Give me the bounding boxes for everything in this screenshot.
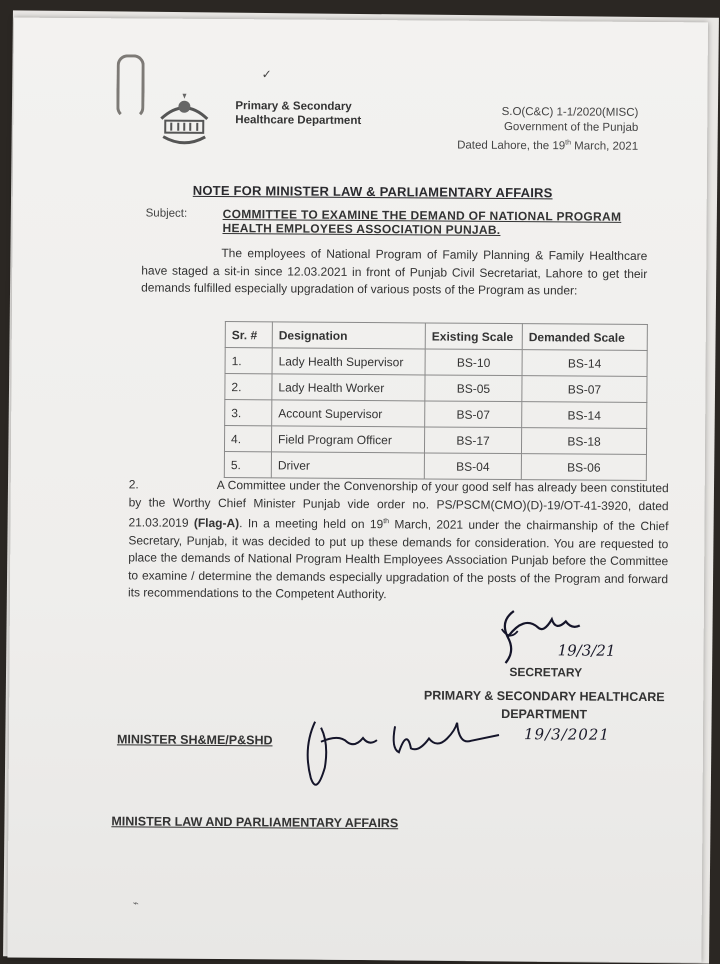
table-row <box>225 400 647 429</box>
header-demanded-scale: Demanded Scale <box>522 324 647 351</box>
table-row <box>224 426 646 455</box>
cell-existing-scale: BS-04 <box>424 453 521 480</box>
table-row <box>225 348 647 377</box>
department-name: Primary & Secondary Healthcare Department <box>235 99 361 128</box>
cell-sr: 1. <box>225 348 272 374</box>
secretary-signature <box>493 601 583 672</box>
reference-number: S.O(C&C) 1-1/2020(MISC) <box>413 104 638 121</box>
cell-existing-scale: BS-05 <box>425 375 522 402</box>
cell-sr: 5. <box>224 452 271 478</box>
minister-health-signature <box>299 708 510 799</box>
paragraph-2: 2. A Committee under the Convenorship of your good self has already been constituted by the Worthy Chief Minister Punjab vide order no. PS/PSCM(CMO)(D)-19/OT-41-3920, dated 21.03.2019 (Flag-A). In a meeting held on 19th March, 2021 under the chairmanship of the Chief Secretary, Punjab, it was decided to put up these demands for consideration. You are requested to place the demands of National Program Health Employees Association Punjab before the Committee to examine / determine the demands especially upgradation of the posts of the Program and forward its recommendations to the Competent Authority. <box>128 476 669 605</box>
cell-existing-scale: BS-10 <box>425 349 522 376</box>
table-row <box>225 374 647 403</box>
header-existing-scale: Existing Scale <box>425 323 522 350</box>
cell-designation: Account Supervisor <box>272 400 425 427</box>
document-page <box>7 18 708 963</box>
reference-block <box>413 104 638 154</box>
scales-table <box>224 321 648 481</box>
cell-designation: Driver <box>271 452 424 479</box>
cell-existing-scale: BS-07 <box>425 401 522 428</box>
cell-designation: Field Program Officer <box>271 426 424 453</box>
header-designation: Designation <box>272 322 425 349</box>
government-name: Government of the Punjab <box>413 119 638 136</box>
dated-line: Dated Lahore, the 19th March, 2021 <box>413 134 638 154</box>
minister-sign-date: 19/3/2021 <box>524 725 610 744</box>
cell-designation: Lady Health Worker <box>272 374 425 401</box>
minister-law-label: MINISTER LAW AND PARLIAMENTARY AFFAIRS <box>111 814 398 830</box>
secretary-department: PRIMARY & SECONDARY HEALTHCARE DEPARTMENT <box>404 686 684 724</box>
paragraph-1: The employees of National Program of Family Planning & Family Healthcare have staged a sit-in since 12.03.2021 in front of Punjab Civil Secretariat, Lahore to get their demands fulfilled especially upgradation of various posts of the Program as under: <box>141 244 647 300</box>
cell-designation: Lady Health Supervisor <box>272 348 425 375</box>
cell-demanded-scale: BS-14 <box>522 402 647 429</box>
cell-demanded-scale: BS-14 <box>522 350 647 377</box>
subject-text: COMMITTEE TO EXAMINE THE DEMAND OF NATIONAL PROGRAM HEALTH EMPLOYEES ASSOCIATION PUNJAB. <box>222 207 652 238</box>
cell-sr: 4. <box>224 426 271 452</box>
pin-mark: ✓ <box>262 67 272 81</box>
table-header-row <box>225 322 647 351</box>
paper-clip <box>116 54 144 118</box>
secretary-sign-date: 19/3/21 <box>558 641 616 659</box>
table-row <box>224 452 646 481</box>
secretary-title: SECRETARY <box>509 665 582 680</box>
cell-demanded-scale: BS-06 <box>521 454 646 481</box>
cell-sr: 3. <box>225 400 272 426</box>
stray-mark: ⌁ <box>133 898 139 909</box>
cell-existing-scale: BS-17 <box>424 427 521 454</box>
header-sr: Sr. # <box>225 322 272 348</box>
punjab-government-emblem <box>153 89 215 151</box>
cell-demanded-scale: BS-07 <box>522 376 647 403</box>
cell-sr: 2. <box>225 374 272 400</box>
minister-health-label: MINISTER SH&ME/P&SHD <box>117 732 273 747</box>
flag-a: (Flag-A) <box>194 516 239 530</box>
cell-demanded-scale: BS-18 <box>521 428 646 455</box>
note-title: NOTE FOR MINISTER LAW & PARLIAMENTARY AFFAIRS <box>193 183 553 201</box>
subject-label: Subject: <box>146 208 188 220</box>
